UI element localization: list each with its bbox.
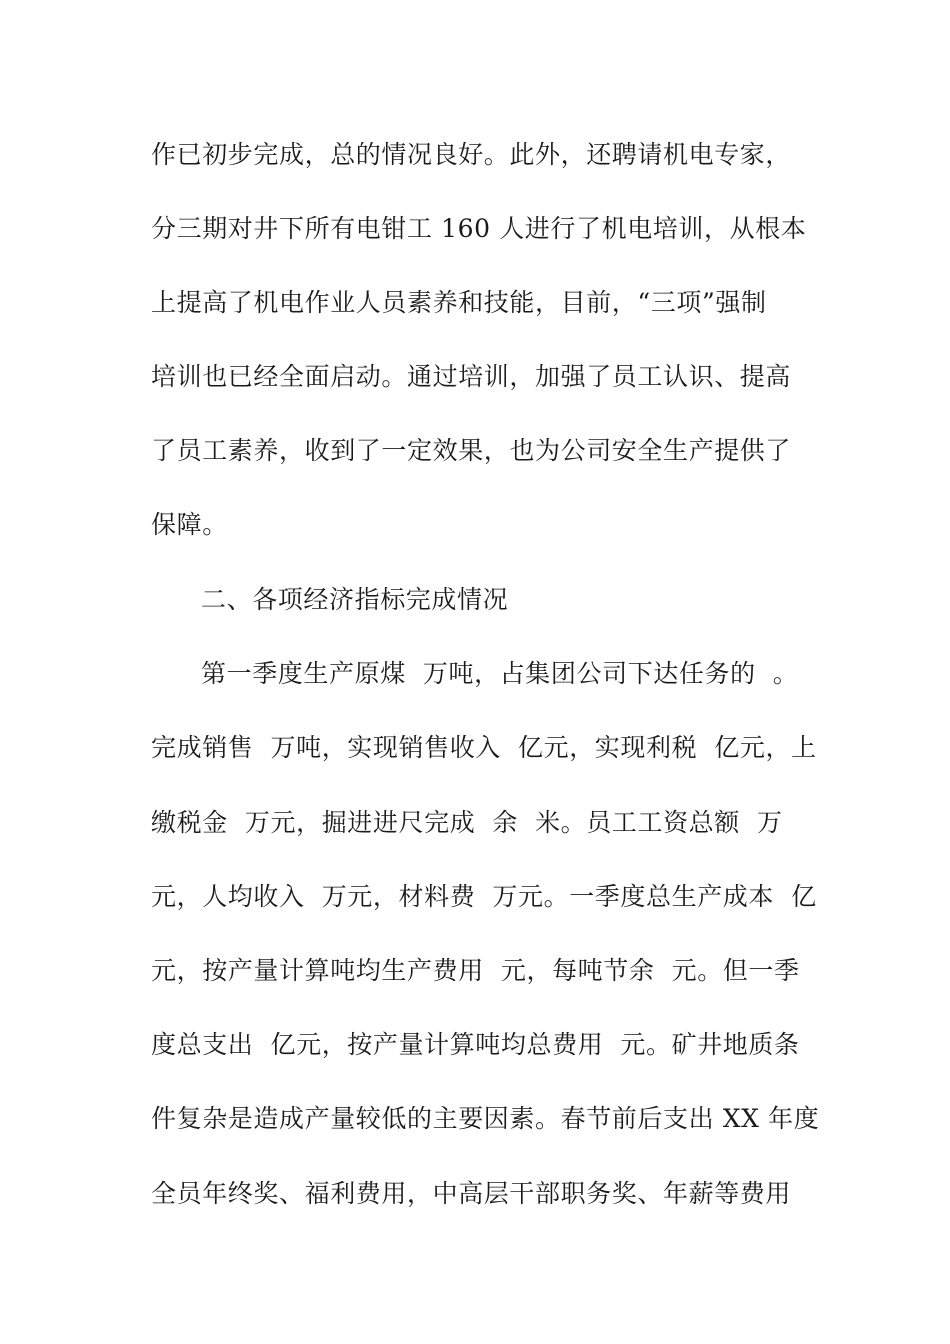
paragraph-line: 全员年终奖、福利费用，中高层干部职务奖、年薪等费用 [151,1179,792,1208]
paragraph-line: 件复杂是造成产量较低的主要因素。春节前后支出 XX 年度 [151,1104,820,1133]
paragraph-line: 作已初步完成，总的情况良好。此外，还聘请机电专家， [151,140,792,169]
paragraph-line: 分三期对井下所有电钳工 160 人进行了机电培训，从根本 [151,214,807,243]
paragraph-line: 第一季度生产原煤 万吨，占集团公司下达任务的 。 [201,659,799,688]
paragraph-line: 元，人均收入 万元，材料费 万元。一季度总生产成本 亿 [151,882,817,911]
paragraph-line: 元，按产量计算吨均生产费用 元，每吨节余 元。但一季 [151,956,800,985]
paragraph-line: 完成销售 万吨，实现销售收入 亿元，实现利税 亿元，上 [151,733,817,762]
paragraph-line: 缴税金 万元，掘进进尺完成 余 米。员工工资总额 万 [151,808,783,837]
paragraph-line: 度总支出 亿元，按产量计算吨均总费用 元。矿井地质条 [151,1030,800,1059]
paragraph-line: 了员工素养，收到了一定效果，也为公司安全生产提供了 [151,436,792,465]
paragraph-line: 保障。 [151,510,228,539]
paragraph-line: 上提高了机电作业人员素养和技能，目前，“三项”强制 [151,288,767,317]
paragraph-line: 培训也已经全面启动。通过培训，加强了员工认识、提高 [151,362,792,391]
section-heading: 二、各项经济指标完成情况 [201,585,509,614]
